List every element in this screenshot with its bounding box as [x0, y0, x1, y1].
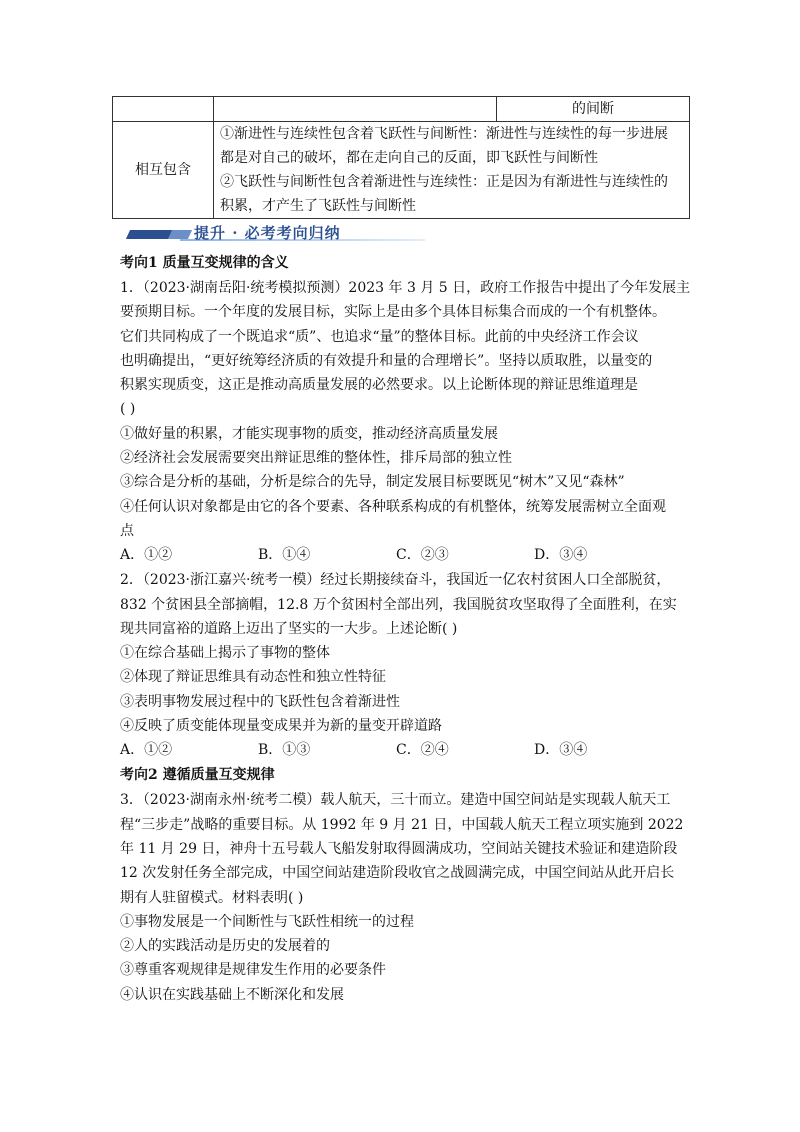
table-row [113, 97, 690, 122]
question-line: 积累实现质变，这正是推动高质量发展的必然要求。以上论断体现的辩证思维道理是 [120, 377, 638, 394]
table-line: ①渐进性与连续性包含着飞跃性与间断性：渐进性与连续性的每一步进展 [220, 126, 668, 142]
statement: ③表明事物发展过程中的飞跃性包含着渐进性 [120, 693, 400, 710]
question-line: 1．（2023·湖南岳阳·统考模拟预测）2023 年 3 月 5 日，政府工作报告中提出了今年发展主 [120, 280, 691, 296]
table-line: 积累，才产生了飞跃性与间断性 [220, 198, 416, 214]
statement: ①在综合基础上揭示了事物的整体 [120, 645, 330, 662]
statement: ③尊重客观规律是规律发生作用的必要条件 [120, 962, 386, 979]
table-line: ②飞跃性与间断性包含着渐进性与连续性：正是因为有渐进性与连续性的 [220, 174, 668, 190]
table-cell-content [214, 122, 690, 219]
table-cell [113, 97, 214, 122]
question-line: 也明确提出，“更好统筹经济质的有效提升和量的合理增长”。坚持以质取胜，以量变的 [120, 352, 653, 369]
section-banner [120, 222, 430, 244]
statement: ③综合是分析的基础，分析是综合的先导，制定发展目标要既见“树木”又见“森林” [120, 474, 625, 491]
table-cell [214, 97, 497, 122]
statement: ④反映了质变能体现量变成果并为新的量变开辟道路 [120, 718, 442, 735]
option-a: A．①② [120, 742, 173, 759]
question-line: 3．（2023·湖南永州·统考二模）载人航天，三十而立。建造中国空间站是实现载人航天工 [120, 792, 671, 809]
question-1 [120, 276, 695, 568]
answer-options [120, 738, 695, 763]
option-d: D．③④ [534, 547, 588, 564]
statement: ①事物发展是一个间断性与飞跃性相统一的过程 [120, 913, 414, 930]
option-c: C．②④ [396, 742, 449, 759]
question-line: 832 个贫困县全部摘帽，12.8 万个贫困村全部出列，我国脱贫攻坚取得了全面胜利，在实 [120, 596, 677, 613]
banner-bar-decoration [168, 230, 192, 239]
question-line: 期有人驻留模式。材料表明( ) [120, 889, 304, 906]
option-d: D．③④ [534, 742, 588, 759]
question-line: 12 次发射任务全部完成，中国空间站建造阶段收官之战圆满完成，中国空间站从此开启长 [120, 865, 675, 882]
statement: ②体现了辩证思维具有动态性和独立性特征 [120, 669, 386, 686]
table-line: 都是对自己的破坏，都在走向自己的反面，即飞跃性与间断性 [220, 150, 598, 166]
answer-options [120, 543, 695, 568]
question-line: 程“三步走”战略的重要目标。从 1992 年 9 月 21 日，中国载人航天工程立项实施到 2022 [120, 816, 684, 833]
statement: ④任何认识对象都是由它的各个要素、各种联系构成的有机整体，统筹发展需树立全面观 [120, 498, 666, 515]
option-b: B．①③ [258, 742, 311, 759]
statement: ②经济社会发展需要突出辩证思维的整体性，排斥局部的独立性 [120, 450, 512, 467]
table-cell: 的间断 [497, 97, 690, 122]
table-row-label: 相互包含 [113, 122, 214, 219]
question-line: 它们共同构成了一个既追求“质”、也追求“量”的整体目标。此前的中央经济工作会议 [120, 328, 639, 345]
table-row [113, 122, 690, 219]
question-line: 要预期目标。一个年度的发展目标，实际上是由多个具体目标集合而成的一个有机整体。 [120, 304, 666, 321]
question-line: 2．（2023·浙江嘉兴·统考一模）经过长期接续奋斗，我国近一亿农村贫困人口全部脱贫， [120, 572, 671, 589]
banner-title: 提升 · 必考考向归纳 [194, 224, 341, 242]
option-c: C．②③ [396, 547, 449, 564]
question-2 [120, 568, 695, 763]
answer-blank: ( ) [120, 401, 136, 418]
question-line: 现共同富裕的道路上迈出了坚实的一大步。上述论断( ) [120, 620, 458, 637]
statement: ①做好量的积累，才能实现事物的质变，推动经济高质量发展 [120, 425, 498, 442]
question-3 [120, 788, 695, 1007]
comparison-table [112, 96, 690, 219]
statement: ④认识在实践基础上不断深化和发展 [120, 986, 344, 1003]
questions-content [120, 251, 695, 1007]
option-b: B．①④ [258, 547, 311, 564]
section-heading: 考向2 遵循质量互变规律 [120, 767, 275, 784]
section-heading: 考向1 质量互变规律的含义 [120, 255, 289, 271]
question-line: 年 11 月 29 日，神舟十五号载人飞船发射取得圆满成功，空间站关键技术验证和建造阶段 [120, 840, 678, 857]
statement: 点 [120, 522, 134, 539]
option-a: A．①② [120, 547, 173, 564]
statement: ②人的实践活动是历史的发展着的 [120, 938, 330, 955]
